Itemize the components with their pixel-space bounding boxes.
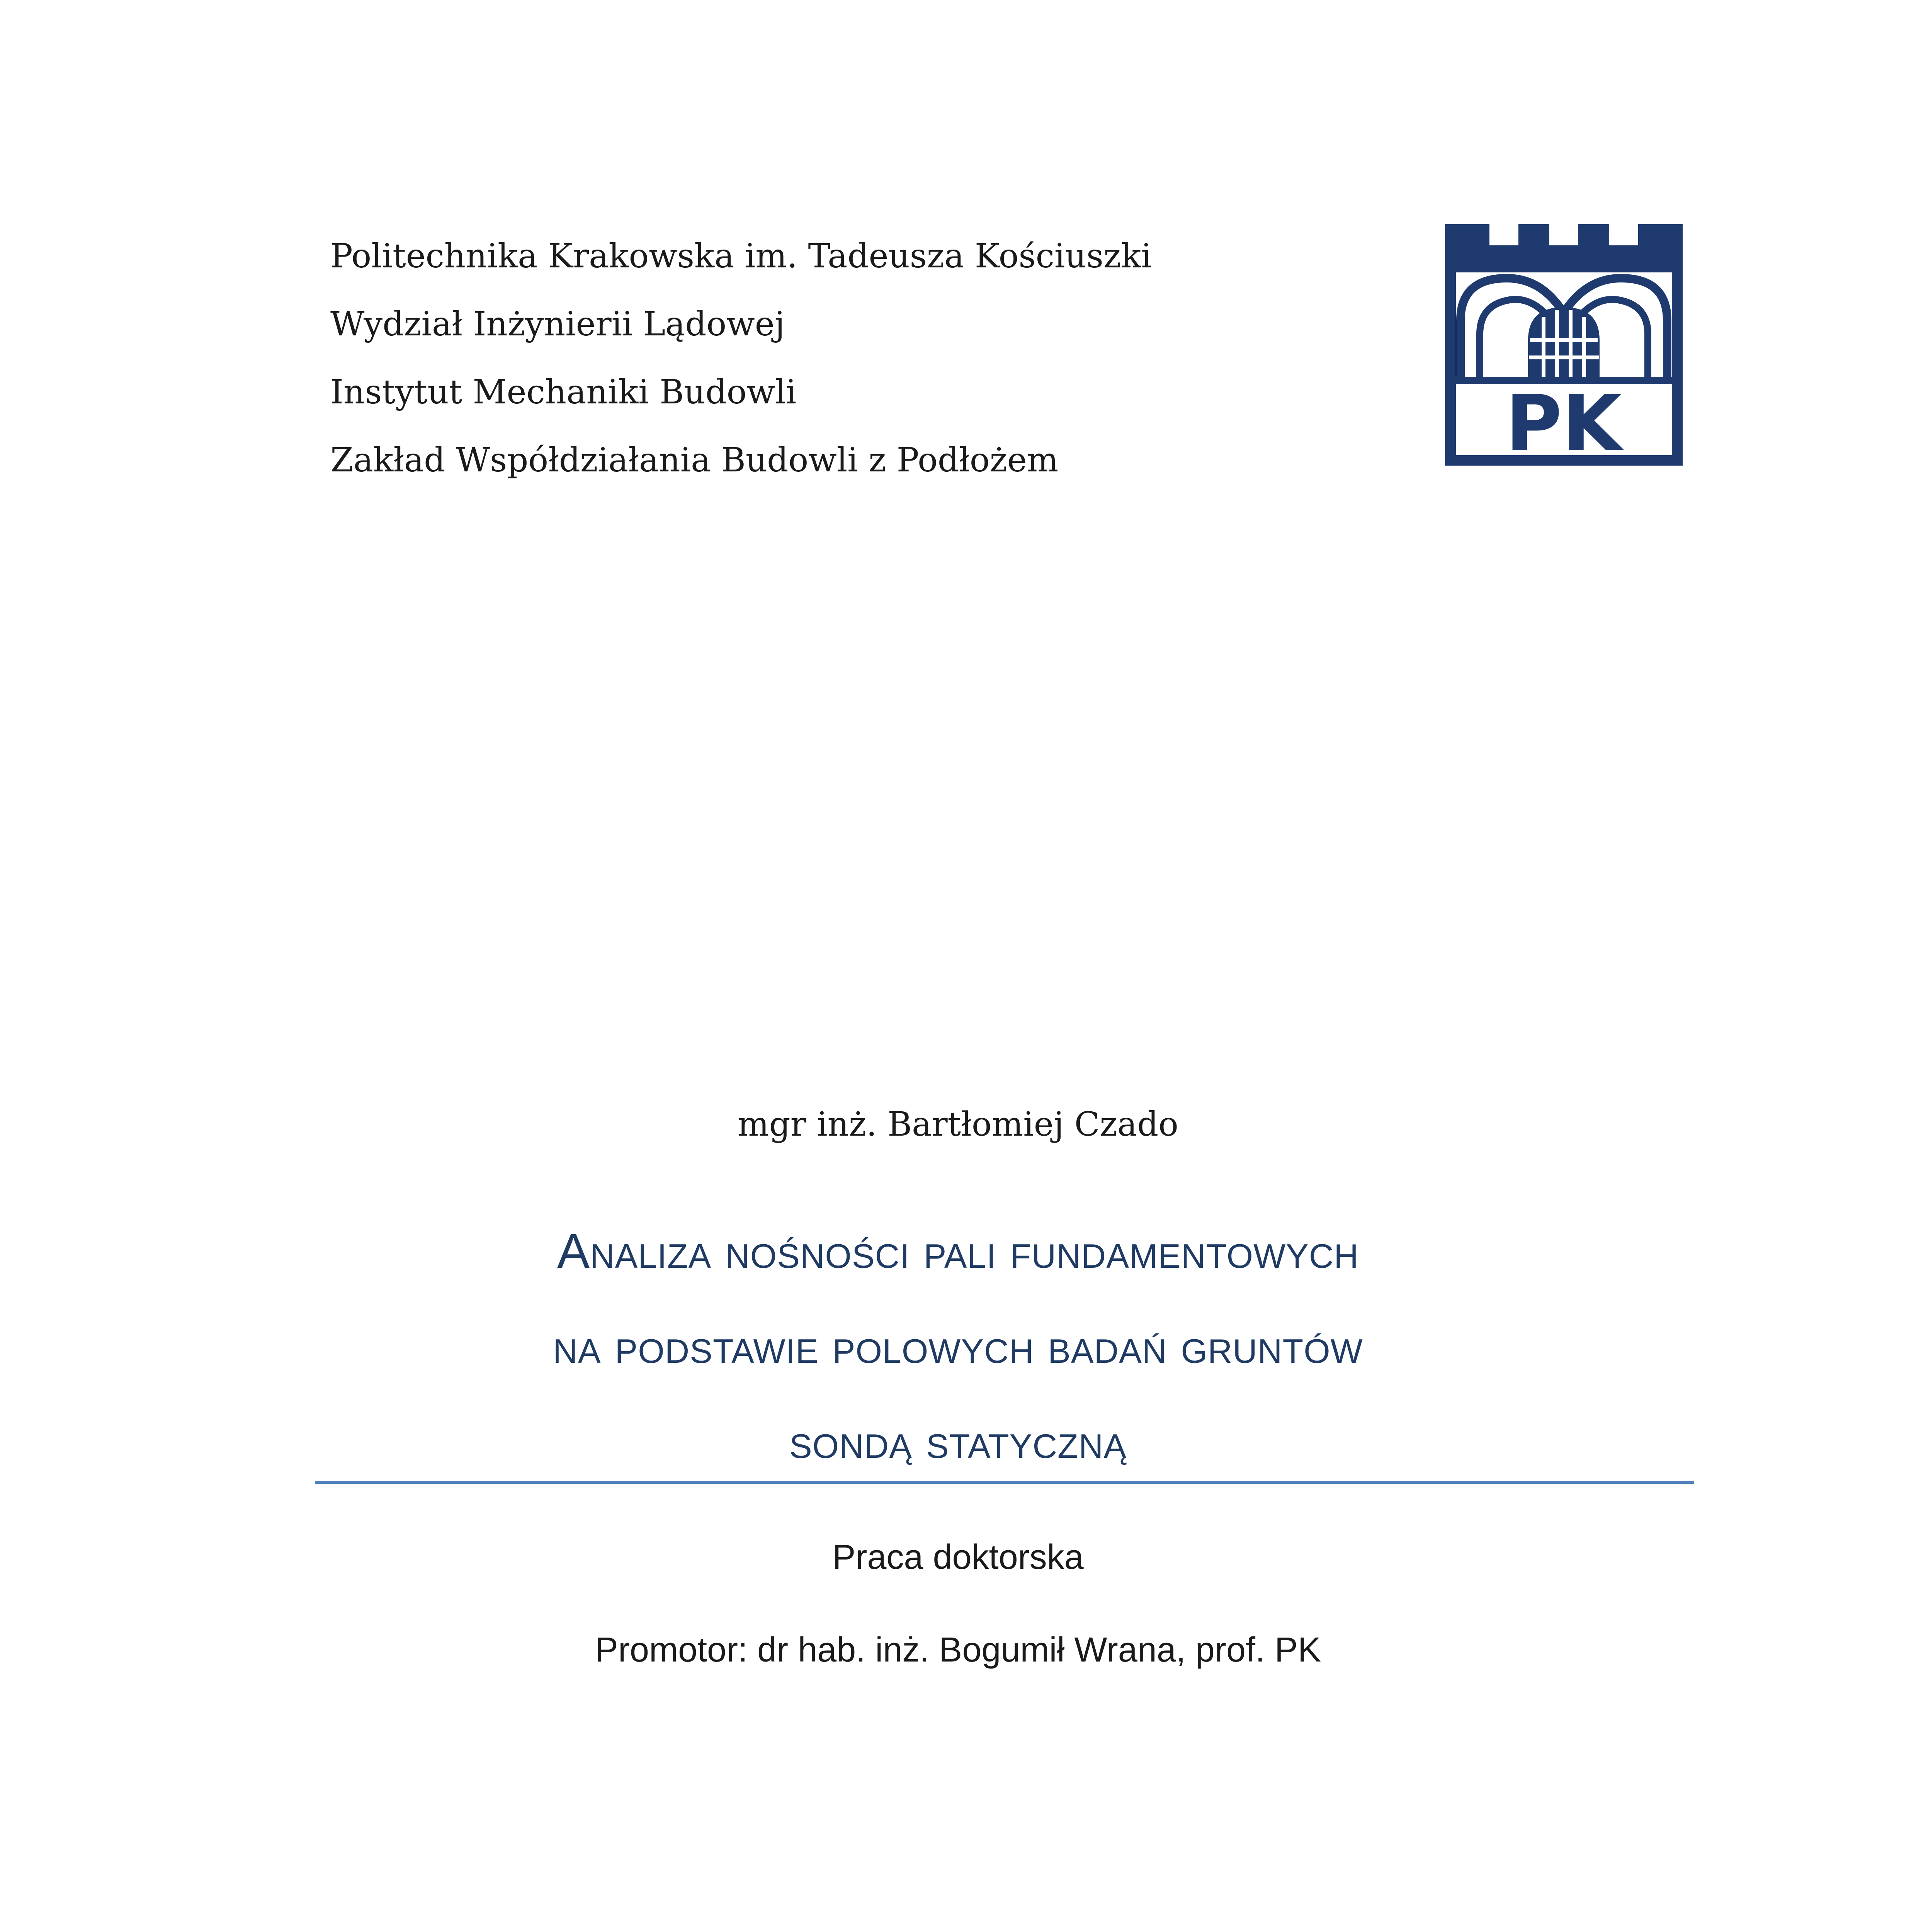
promotor-line: Promotor: dr hab. inż. Bogumił Wrana, prof. PK xyxy=(595,1631,1321,1669)
thesis-title xyxy=(0,1204,1916,1489)
title-divider xyxy=(315,1481,1694,1484)
faculty-name: Wydział Inżynierii Lądowej xyxy=(330,305,785,344)
university-name: Politechnika Krakowska im. Tadeusza Kościuszki xyxy=(330,237,1152,276)
pk-logo-text: PK xyxy=(1505,379,1622,466)
title-line-2: na podstawie polowych badań gruntów xyxy=(553,1319,1363,1373)
institute-name: Instytut Mechaniki Budowli xyxy=(330,373,797,412)
pk-castle-logo xyxy=(1445,224,1683,466)
title-line-3: sondą statyczną xyxy=(789,1414,1127,1468)
title-line-1: Analiza nośności pali fundamentowych xyxy=(557,1224,1359,1278)
department-name: Zakład Współdziałania Budowli z Podłożem xyxy=(330,441,1059,480)
thesis-type: Praca doktorska xyxy=(832,1538,1084,1577)
author-name: mgr inż. Bartłomiej Czado xyxy=(738,1105,1178,1144)
institution-block xyxy=(330,222,1374,494)
